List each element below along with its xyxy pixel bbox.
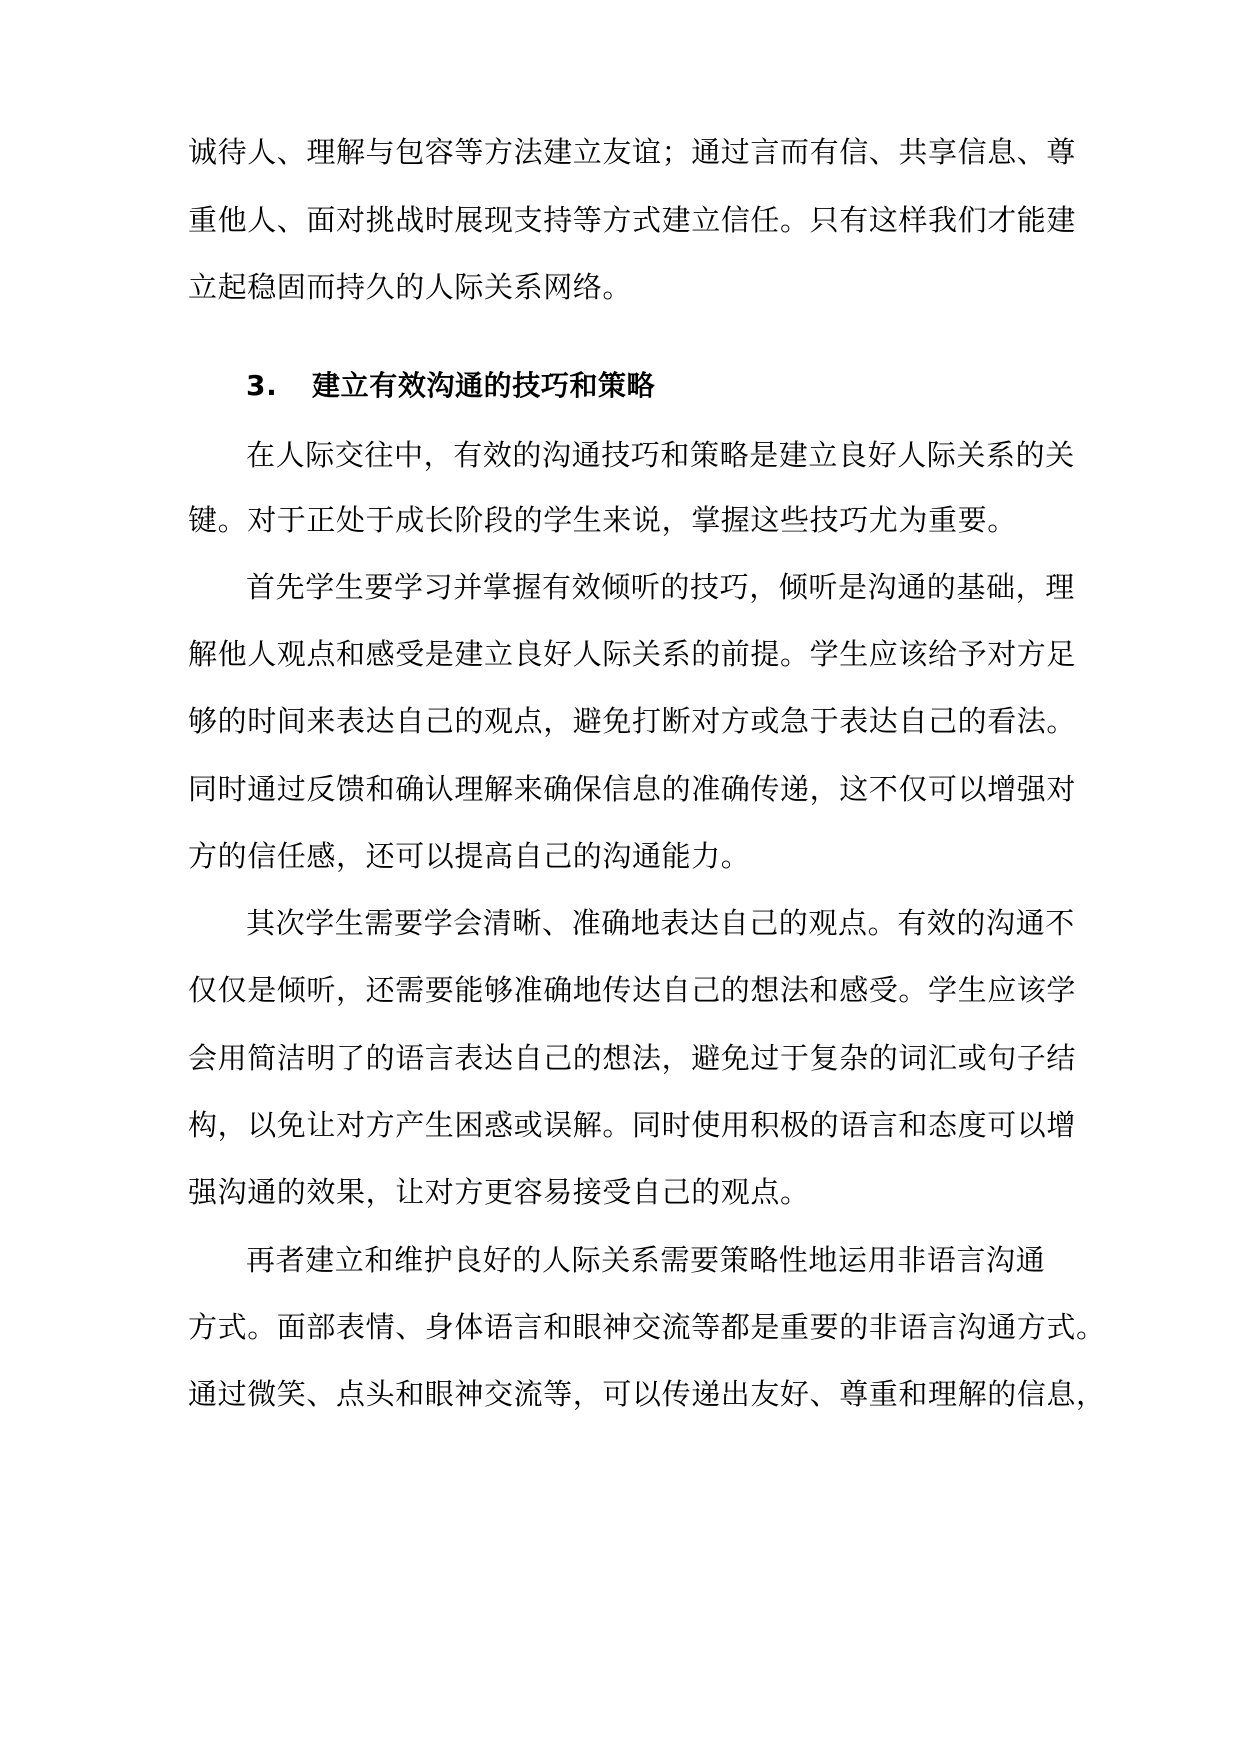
section-title: 建立有效沟通的技巧和策略 [312, 369, 656, 402]
text-line: 立起稳固而持久的人际关系网络。 [188, 270, 633, 304]
text-line: 方的信任感，还可以提高自己的沟通能力。 [188, 839, 751, 873]
text-line: 在人际交往中，有效的沟通技巧和策略是建立良好人际关系的关 [246, 438, 1075, 472]
text-line: 诚待人、理解与包容等方法建立友谊；通过言而有信、共享信息、尊 [188, 135, 1077, 169]
section-heading [246, 366, 1126, 406]
text-line: 仅仅是倾听，还需要能够准确地传达自己的想法和感受。学生应该学 [188, 973, 1077, 1007]
text-line: 够的时间来表达自己的观点，避免打断对方或急于表达自己的看法。 [188, 704, 1077, 738]
text-line: 方式。面部表情、身体语言和眼神交流等都是重要的非语言沟通方式。 [188, 1310, 1106, 1344]
section-number: 3. [246, 369, 278, 402]
text-line: 重他人、面对挑战时展现支持等方式建立信任。只有这样我们才能建 [188, 203, 1077, 237]
text-line: 构，以免让对方产生困惑或误解。同时使用积极的语言和态度可以增 [188, 1108, 1077, 1142]
text-line: 首先学生要学习并掌握有效倾听的技巧，倾听是沟通的基础，理 [246, 570, 1075, 604]
text-line: 会用简洁明了的语言表达自己的想法，避免过于复杂的词汇或句子结 [188, 1041, 1077, 1075]
text-line: 同时通过反馈和确认理解来确保信息的准确传递，这不仅可以增强对 [188, 772, 1077, 806]
text-line: 通过微笑、点头和眼神交流等，可以传递出友好、尊重和理解的信息， [188, 1377, 1106, 1411]
text-line: 键。对于正处于成长阶段的学生来说，掌握这些技巧尤为重要。 [188, 503, 1017, 537]
text-line: 其次学生需要学会清晰、准确地表达自己的观点。有效的沟通不 [246, 906, 1075, 940]
text-line: 解他人观点和感受是建立良好人际关系的前提。学生应该给予对方足 [188, 637, 1077, 671]
text-line: 强沟通的效果，让对方更容易接受自己的观点。 [188, 1175, 810, 1209]
text-line: 再者建立和维护良好的人际关系需要策略性地运用非语言沟通 [246, 1243, 1046, 1277]
